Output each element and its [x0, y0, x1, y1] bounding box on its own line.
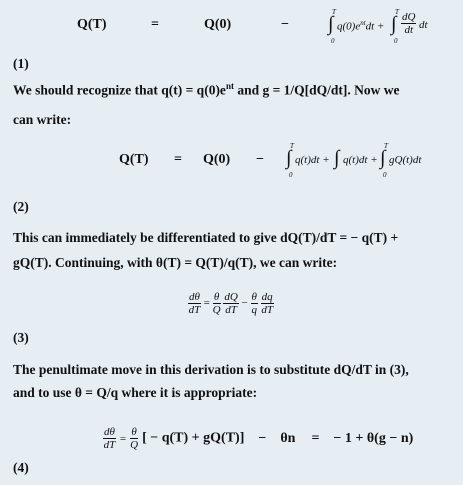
eq4-theta-n: θn: [280, 430, 296, 446]
eq2-int3-lower: 0: [383, 171, 387, 179]
eq2-label: (2): [13, 199, 29, 214]
eq1-int1-body: $q(0)e^{nt}dt$ +: [337, 19, 385, 33]
eq1-int1-lower: 0: [331, 37, 335, 45]
eq2-integral-2: [334, 142, 379, 182]
eq4-label: (4): [13, 460, 29, 475]
eq2-q0: Q(0): [203, 152, 231, 167]
eq2-term3: gQ(t)dt: [389, 154, 422, 166]
eq1-int2-upper: T: [395, 8, 399, 16]
eq4-frac-theta-Q: $\frac{\theta}{Q}$: [130, 426, 139, 451]
eq4-expression: [103, 426, 413, 451]
para3-line2: and to use θ = Q/q where it is appropriate:: [13, 385, 258, 400]
eq2-integral-1: [286, 142, 341, 182]
para2-line1: This can immediately be differentiated to give dQ(T)/dT = − q(T) +: [13, 230, 399, 245]
para1-line2: can write:: [13, 112, 72, 127]
eq4-equals: =: [119, 433, 127, 446]
eq3-minus: −: [241, 297, 248, 310]
integral-sign-icon: ∫: [328, 13, 334, 35]
eq4-equals-2: =: [311, 430, 320, 446]
eq2-int3-upper: T: [384, 142, 388, 150]
eq1-integral-2: [391, 8, 441, 48]
eq3-frac-theta-Q: $\frac{\theta}{Q}$: [212, 291, 221, 316]
eq2-int1-upper: T: [290, 142, 294, 150]
eq2-int1-lower: 0: [289, 171, 293, 179]
eq2-minus: −: [256, 152, 264, 167]
integral-sign-icon: ∫: [334, 147, 340, 169]
eq1-q0: Q(0): [204, 17, 232, 32]
integral-sign-icon: ∫: [391, 13, 397, 35]
eq1-fraction: $\frac{dQ}{dt}$: [402, 11, 416, 36]
para2-line2: gQ(T). Continuing, with θ(T) = Q(T)/q(T), we can write:: [13, 255, 338, 270]
eq1-equals: =: [151, 17, 159, 32]
eq4-minus: −: [258, 430, 267, 446]
eq3-frac-theta-q: $\frac{\theta}{q}$: [251, 291, 257, 316]
para3-line1: The penultimate move in this derivation is to substitute dQ/dT in (3),: [13, 362, 409, 377]
eq2-integral-3: [380, 142, 440, 182]
eq4-frac-dtheta-dT: $\frac{d\theta}{dT}$: [103, 426, 116, 451]
eq2-lhs: Q(T): [119, 152, 149, 167]
eq1-label: (1): [13, 56, 29, 71]
eq3-expression: [188, 291, 274, 316]
eq4-rhs: − 1 + θ(g − n): [333, 430, 414, 446]
eq1-minus: −: [281, 17, 289, 32]
eq1-int2-lower: 0: [394, 37, 398, 45]
eq1-int1-upper: T: [332, 8, 336, 16]
eq2-term1: q(t)dt +: [295, 154, 330, 166]
eq3-equals: =: [203, 297, 210, 310]
eq3-frac-dq-dT: $\frac{dq}{dT}$: [261, 291, 273, 316]
eq2-term2: q(t)dt +: [343, 154, 378, 166]
eq3-frac-dQ-dT: $\frac{dQ}{dT}$: [224, 291, 238, 316]
eq1-lhs: Q(T): [77, 17, 107, 32]
para1-line1: We should recognize that $q(t) = q(0)e^{nt}$ and g = 1/Q[dQ/dt]. Now we: [13, 81, 400, 98]
eq1-integral-1: [328, 8, 388, 48]
eq2-equals: =: [174, 152, 182, 167]
integral-sign-icon: ∫: [380, 147, 386, 169]
integral-sign-icon: ∫: [286, 147, 292, 169]
eq3-label: (3): [13, 330, 29, 345]
eq3-frac-dtheta-dT: $\frac{d\theta}{dT}$: [188, 291, 201, 316]
eq4-bracket-term: [ − q(T) + gQ(T)]: [142, 430, 245, 446]
eq1-int2-dt: dt: [419, 19, 428, 31]
